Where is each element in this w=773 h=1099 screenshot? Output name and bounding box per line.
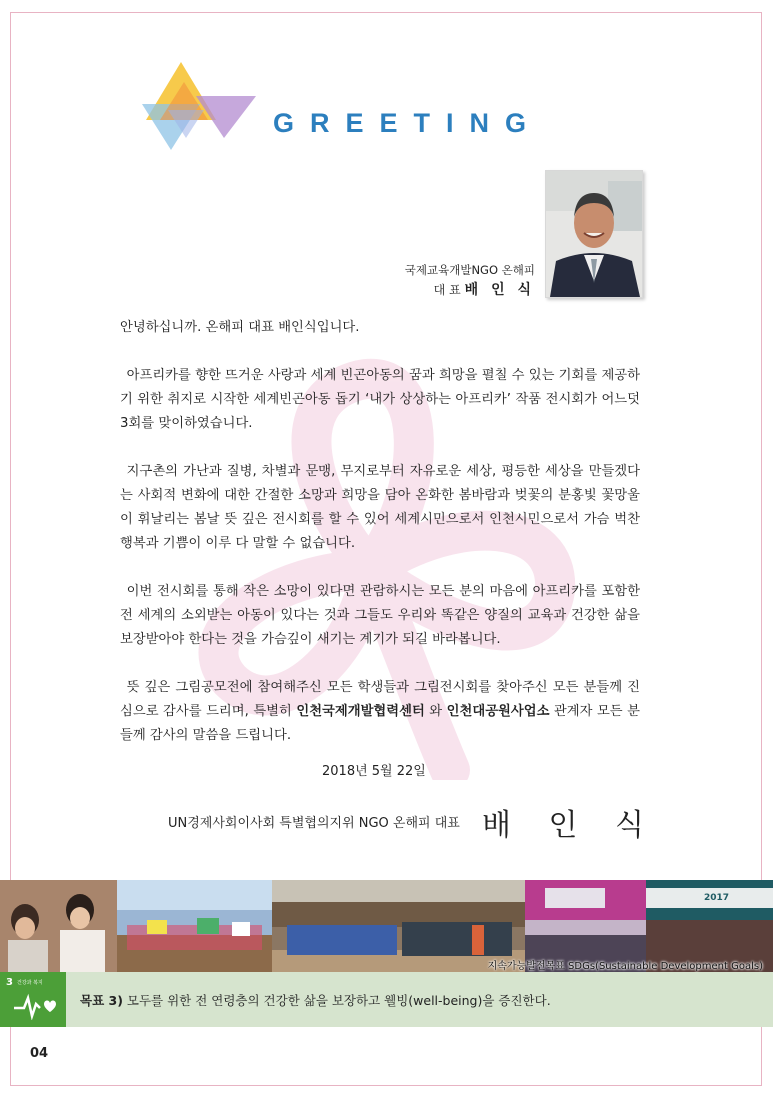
letter-date: 2018년 5월 22일	[322, 764, 426, 779]
sdg-number: 3	[6, 977, 13, 988]
page-number: 04	[30, 1046, 49, 1061]
author-title-prefix: 대 표	[433, 283, 461, 297]
paragraph-3: 지구촌의 가난과 질병, 차별과 문맹, 무지로부터 자유로운 세상, 평등한 세상을 만들겠다는 사회적 변화에 대한 간절한 소망과 희망을 담아 온화한 봄바람과 벚꽃의 분홍빛 꽃망울이 휘날리는 봄날 뜻 깊은 전시회를 할 수 있어 세계시민으로서 인천시민으로서 가슴 벅찬 행복과 기쁨이 이루 다 말할 수 없습니다.	[120, 464, 640, 551]
author-org: 국제교육개발NGO 온해피	[404, 263, 535, 277]
heartbeat-icon	[12, 992, 56, 1020]
banner-text: 2017	[704, 893, 730, 903]
sdg-caption: 지속가능발전목표 SDGs(Sustainable Development Goals)	[487, 961, 763, 972]
author-portrait	[545, 170, 643, 298]
activity-photo-2	[117, 880, 272, 972]
paragraph-2: 아프리카를 향한 뜨거운 사랑과 세계 빈곤아동의 꿈과 희망을 펼칠 수 있는 기회를 제공하기 위한 취지로 시작한 세계빈곤아동 돕기 ‘내가 상상하는 아프리카’ 작품 전시회가 어느덧 3회를 맞이하였습니다.	[120, 368, 640, 431]
paragraph-5-text-e: 관계자 모든 분들께 감사의 말씀을 드립니다.	[120, 704, 640, 743]
goal-text	[80, 991, 551, 1009]
sdg-label: 건강과 복지	[17, 980, 43, 986]
org-name-1: 인천국제개발협력센터	[296, 704, 425, 719]
goal-label: 목표 3)	[80, 993, 123, 1008]
greeting-body	[120, 316, 640, 748]
paragraph-1: 안녕하십니까. 온해피 대표 배인식입니다.	[120, 320, 360, 335]
org-name-2: 인천대공원사업소	[446, 704, 550, 719]
paragraph-5-text-a: 뜻 깊은 그림공모전에 참여해주신 모든 학생들과 그림전시회를 찾아주신 모든 분들께 진심으로 감사를 드리며, 특별히	[120, 680, 640, 719]
paragraph-4: 이번 전시회를 통해 작은 소망이 있다면 관람하시는 모든 분의 마음에 아프리카를 포함한 전 세계의 소외받는 아동이 있다는 것과 그들도 우리와 똑같은 양질의 교육과 건강한 삶을 보장받아야 한다는 것을 가슴깊이 새기는 계기가 되길 바라봅니다.	[120, 584, 640, 647]
author-title	[434, 279, 535, 299]
goal-bar	[0, 972, 773, 1027]
activity-photo-1	[0, 880, 117, 972]
goal-description: 모두를 위한 전 연령층의 건강한 삶을 보장하고 웰빙(well-being)을 증진한다.	[122, 993, 551, 1008]
greeting-logo	[138, 62, 258, 152]
paragraph-5	[120, 676, 640, 748]
author-name: 배 인 식	[464, 282, 535, 298]
signature-org: UN경제사회이사회 특별협의지위 NGO 온해피 대표	[168, 816, 460, 831]
page-title: GREETING	[273, 108, 543, 138]
signature-name: 배 인 식	[482, 808, 659, 843]
sdg-3-tile	[0, 972, 66, 1027]
paragraph-5-text-c: 와	[424, 704, 447, 719]
